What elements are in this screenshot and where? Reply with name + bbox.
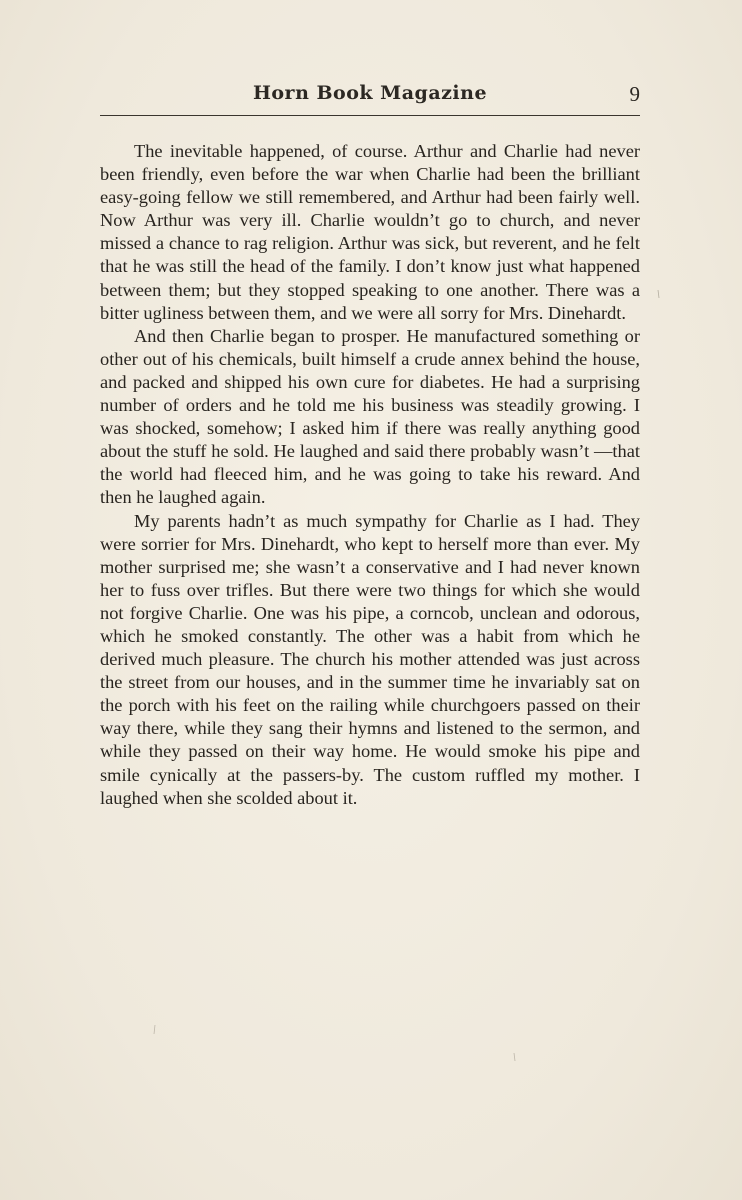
body-text <box>100 140 640 810</box>
paragraph: The inevitable happened, of course. Arthur and Charlie had never been friendly, even before the war when Charlie had been the brilliant easy-going fellow we still remembered, and Arthur had been fairly well. Now Arthur was very ill. Charlie wouldn’t go to church, and never missed a chance to rag religion. Arthur was sick, but reverent, and he felt that he was still the head of the family. I don’t know just what happened between them; but they stopped speaking to one another. There was a bitter ugliness between them, and we were all sorry for Mrs. Dinehardt. <box>100 141 640 323</box>
paragraph: And then Charlie began to prosper. He manufactured something or other out of his chemicals, built himself a crude annex behind the house, and packed and shipped his own cure for diabetes. He had a surprising number of orders and he told me his business was steadily growing. I was shocked, somehow; I asked him if there was really anything good about the stuff he sold. He laughed and said there probably wasn’t —that the world had fleeced him, and he was going to take his reward. And then he laughed again. <box>100 325 640 508</box>
running-head <box>100 82 640 112</box>
paragraph: My parents hadn’t as much sympathy for Charlie as I had. They were sorrier for Mrs. Dinehardt, who kept to herself more than ever. My mother surprised me; she wasn’t a conservative and I had never known her to fuss over trifles. But there were two things for which she would not forgive Charlie. One was his pipe, a corncob, unclean and odorous, which he smoked constantly. The other was a habit from which he derived much pleasure. The church his mother attended was just across the street from our houses, and in the summer time he invariably sat on the porch with his feet on the railing while churchgoers passed on their way there, while they sang their hymns and listened to the sermon, and while they passed on their way home. He would smoke his pipe and smile cynically at the passers-by. The custom ruffled my mother. I laughed when she scolded about it. <box>100 510 640 808</box>
header-rule <box>100 115 640 116</box>
magazine-title: Horn Book Magazine <box>252 82 488 104</box>
page-number: 9 <box>629 82 640 106</box>
